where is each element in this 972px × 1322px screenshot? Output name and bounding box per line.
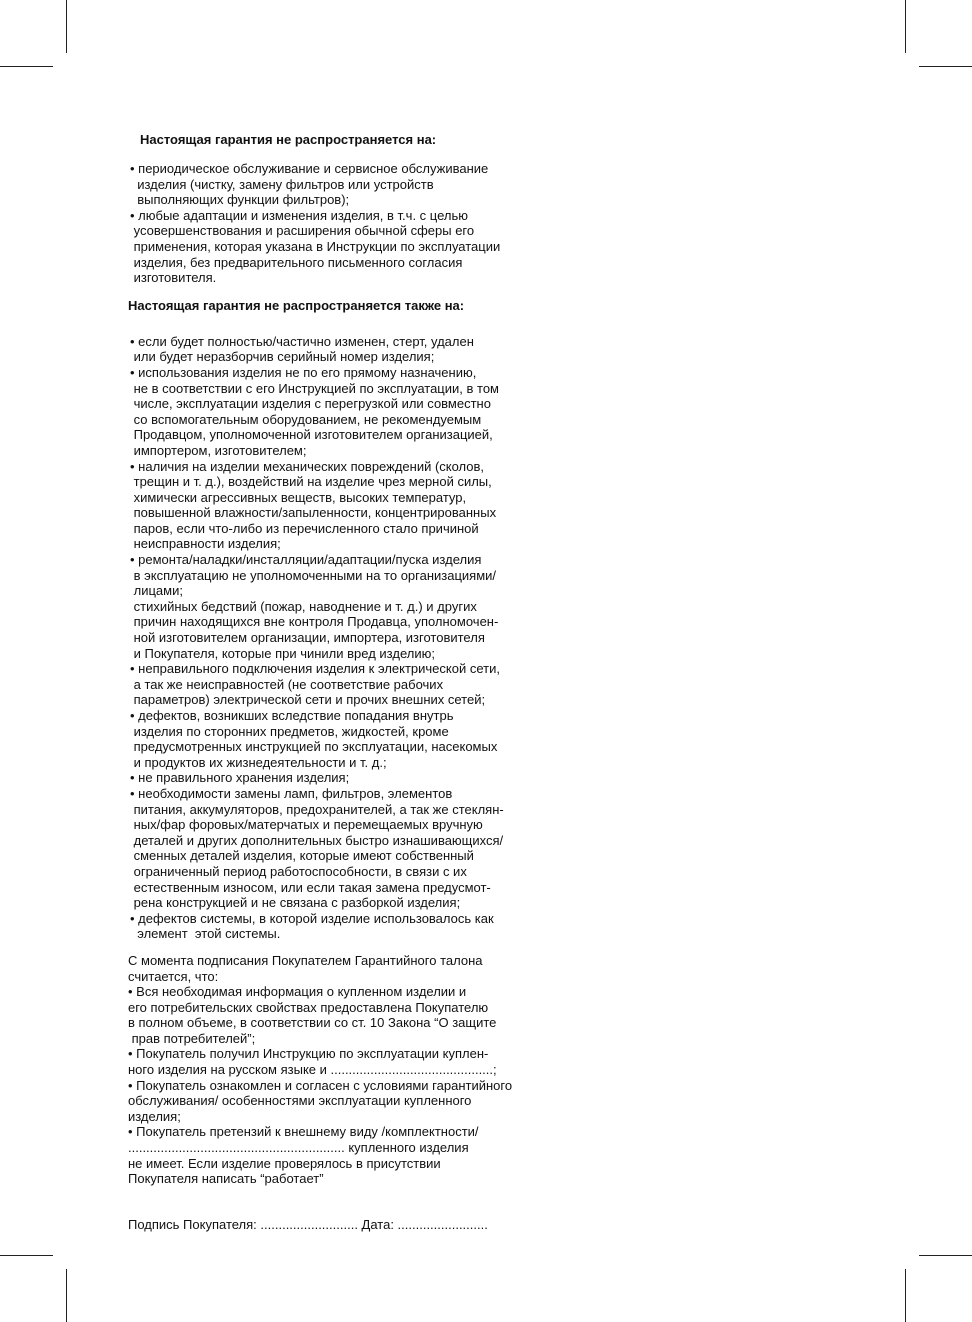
section2-line: трещин и т. д.), воздействий на изделие чрез мерной силы, (130, 474, 492, 490)
crop-mark-top-left-horizontal (0, 66, 53, 67)
section3-line: считается, что: (128, 968, 219, 984)
section3-line: ............................................................ купленного изделия (128, 1140, 469, 1156)
section2-line: не в соответствии с его Инструкцией по эксплуатации, в том (130, 380, 499, 396)
section2-line: рена конструкцией и не связана с разборкой изделия; (130, 895, 461, 911)
section2-line: предусмотренных инструкцией по эксплуатации, насекомых (130, 739, 498, 755)
section3-line: ного изделия на русском языке и .............................................; (128, 1062, 497, 1078)
section3-text (128, 953, 558, 1187)
section2-line: • ремонта/наладки/инсталляции/адаптации/пуска изделия (130, 552, 482, 568)
section2-line: а так же неисправностей (не соответствие рабочих (130, 676, 444, 692)
crop-mark-top-right-horizontal (919, 66, 972, 67)
section2-line: • наличия на изделии механических повреждений (сколов, (130, 458, 485, 474)
section2-line: сменных деталей изделия, которые имеют собственный (130, 848, 474, 864)
section2-line: • дефектов системы, в которой изделие использовалось как (130, 910, 494, 926)
section1-line: усовершенствования и расширения обычной сферы его (130, 223, 475, 239)
section1-line: изготовителя. (130, 270, 217, 286)
section3-line: • Вся необходимая информация о купленном изделии и (128, 984, 467, 1000)
section3-line: не имеет. Если изделие проверялось в присутствии (128, 1155, 441, 1171)
section2-line: питания, аккумуляторов, предохранителей, а так же стеклян- (130, 801, 504, 817)
crop-mark-top-right-vertical (905, 0, 906, 53)
section2-line: параметров) электрической сети и прочих внешних сетей; (130, 692, 486, 708)
crop-mark-top-left-vertical (66, 0, 67, 53)
section2-line: и Покупателя, которые при чинили вред изделию; (130, 645, 435, 661)
section2-line: лицами; (130, 583, 183, 599)
section2-line: • не правильного хранения изделия; (130, 770, 350, 786)
section2-line: ных/фар форовых/матерчатых и перемещаемых вручную (130, 817, 483, 833)
section1-line: • любые адаптации и изменения изделия, в т.ч. с целью (130, 207, 468, 223)
section2-line: химически агрессивных веществ, высоких температур, (130, 489, 467, 505)
section3-line: • Покупатель ознакомлен и согласен с условиями гарантийного (128, 1077, 513, 1093)
section2-line: числе, эксплуатации изделия с перегрузкой или совместно (130, 396, 491, 412)
crop-mark-bottom-left-horizontal (0, 1255, 53, 1256)
section3-line: прав потребителей”; (128, 1030, 256, 1046)
section2-line: • если будет полностью/частично изменен, стерт, удален (130, 333, 474, 349)
section2-line: • необходимости замены ламп, фильтров, элементов (130, 785, 453, 801)
section1-line: применения, которая указана в Инструкции по эксплуатации (130, 238, 501, 254)
section2-line: естественным износом, или если такая замена предусмот- (130, 879, 491, 895)
section3-line: С момента подписания Покупателем Гарантийного талона (128, 952, 483, 968)
section2-line: паров, если что-либо из перечисленного стало причиной (130, 520, 479, 536)
section2-line: ограниченный период работоспособности, в связи с их (130, 863, 467, 879)
section2-line: со вспомогательным оборудованием, не рекомендуемым (130, 411, 482, 427)
section2-line: ной изготовителем организации, импортера, изготовителя (130, 630, 485, 646)
section1-heading: Настоящая гарантия не распространяется на: (140, 132, 437, 147)
section1-line: • периодическое обслуживание и сервисное обслуживание (130, 161, 489, 176)
section3-line: • Покупатель получил Инструкцию по эксплуатации куплен- (128, 1046, 489, 1062)
section2-line: и продуктов их жизнедеятельности и т. д.; (130, 754, 387, 770)
section3-line: изделия; (128, 1108, 181, 1124)
section2-line: стихийных бедствий (пожар, наводнение и т. д.) и других (130, 598, 477, 614)
section1-line: выполняющих функции фильтров); (130, 192, 350, 208)
section1-list (130, 161, 558, 286)
section2-line: • дефектов, возникших вследствие попадания внутрь (130, 708, 454, 723)
crop-mark-bottom-left-vertical (66, 1269, 67, 1322)
section3-line: в полном объеме, в соответствии со ст. 10 Закона “О защите (128, 1015, 497, 1031)
section2-line: в эксплуатацию не уполномоченными на то организациями/ (130, 567, 497, 583)
warranty-page (128, 132, 558, 1233)
section3-line: • Покупатель претензий к внешнему виду /комплектности/ (128, 1124, 479, 1140)
signature-line: Подпись Покупателя: ........................... Дата: ......................... (128, 1216, 488, 1232)
section2-line: элемент этой системы. (130, 926, 281, 942)
section2-line: деталей и других дополнительных быстро изнашивающихся/ (130, 832, 504, 848)
section1-line: изделия, без предварительного письменного согласия (130, 254, 463, 270)
section3-line: обслуживания/ особенностями эксплуатации купленного (128, 1093, 472, 1109)
section2-line: • использования изделия не по его прямому назначению, (130, 364, 477, 380)
section2-line: неисправности изделия; (130, 536, 281, 552)
section2-line: Продавцом, уполномоченной изготовителем организацией, (130, 427, 493, 443)
section1-line: изделия (чистку, замену фильтров или устройств (130, 176, 434, 192)
section2-line: повышенной влажности/запыленности, концентрированных (130, 505, 497, 521)
section3-line: его потребительских свойствах предоставлена Покупателю (128, 999, 489, 1015)
section2-line: импортером, изготовителем; (130, 442, 307, 458)
section2-line: изделия по сторонних предметов, жидкостей, кроме (130, 723, 449, 739)
section2-line: • неправильного подключения изделия к электрической сети, (130, 661, 500, 677)
section2-heading: Настоящая гарантия не распространяется также на: (128, 297, 465, 313)
crop-mark-bottom-right-vertical (905, 1269, 906, 1322)
section3-line: Покупателя написать “работает” (128, 1171, 324, 1187)
section2-line: или будет неразборчив серийный номер изделия; (130, 349, 435, 365)
section2-list (130, 334, 558, 942)
crop-mark-bottom-right-horizontal (919, 1255, 972, 1256)
section2-line: причин находящихся вне контроля Продавца, уполномочен- (130, 614, 499, 630)
